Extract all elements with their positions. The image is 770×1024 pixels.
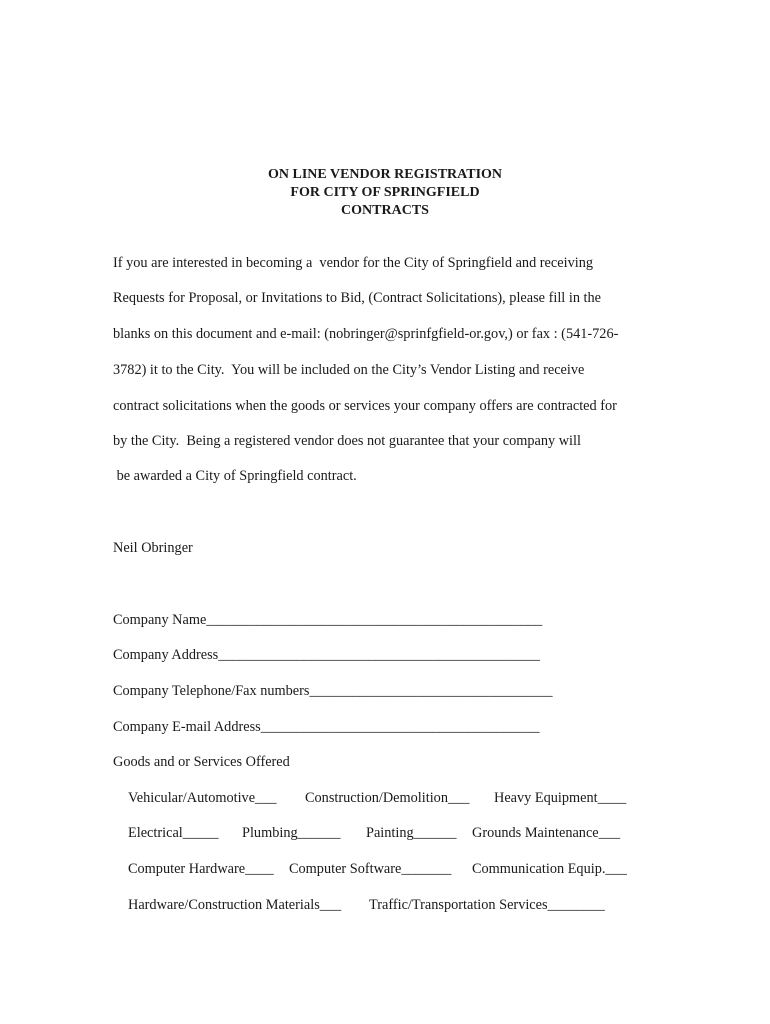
option-painting[interactable]: Painting______ [366, 825, 457, 841]
signature-name: Neil Obringer [113, 540, 193, 556]
intro-line: Requests for Proposal, or Invitations to Bid, (Contract Solicitations), please fill in the [113, 290, 602, 306]
company-address-field[interactable]: Company Address_____________________________________________ [113, 647, 540, 663]
option-heavy-equipment[interactable]: Heavy Equipment____ [494, 790, 627, 806]
title-line-1: ON LINE VENDOR REGISTRATION [267, 167, 503, 182]
company-email-field[interactable]: Company E-mail Address_______________________________________ [113, 719, 540, 735]
title-line-2: FOR CITY OF SPRINGFIELD [290, 185, 480, 200]
intro-line: blanks on this document and e-mail: (nobringer@sprinfgfield-or.gov,) or fax : (541-726- [113, 326, 619, 342]
option-construction-demolition[interactable]: Construction/Demolition___ [305, 790, 470, 806]
company-phone-fax-field[interactable]: Company Telephone/Fax numbers__________________________________ [113, 683, 553, 699]
intro-line: be awarded a City of Springfield contract. [113, 468, 357, 484]
option-plumbing[interactable]: Plumbing______ [242, 825, 341, 841]
title-line-3: CONTRACTS [341, 203, 429, 218]
goods-services-heading: Goods and or Services Offered [113, 754, 290, 770]
option-hardware-construction-materials[interactable]: Hardware/Construction Materials___ [128, 897, 342, 913]
option-grounds-maintenance[interactable]: Grounds Maintenance___ [472, 825, 621, 841]
option-computer-software[interactable]: Computer Software_______ [289, 861, 452, 877]
option-computer-hardware[interactable]: Computer Hardware____ [128, 861, 274, 877]
intro-line: If you are interested in becoming a vendor for the City of Springfield and receiving [113, 255, 593, 271]
option-vehicular-automotive[interactable]: Vehicular/Automotive___ [128, 790, 277, 806]
intro-line: contract solicitations when the goods or services your company offers are contracted for [113, 398, 617, 414]
option-communication-equip[interactable]: Communication Equip.___ [472, 861, 627, 877]
intro-line: 3782) it to the City. You will be included on the City’s Vendor Listing and receive [113, 362, 585, 378]
intro-line: by the City. Being a registered vendor does not guarantee that your company will [113, 433, 581, 449]
option-traffic-transportation-services[interactable]: Traffic/Transportation Services________ [369, 897, 605, 913]
company-name-field[interactable]: Company Name_______________________________________________ [113, 612, 543, 628]
option-electrical[interactable]: Electrical_____ [128, 825, 219, 841]
